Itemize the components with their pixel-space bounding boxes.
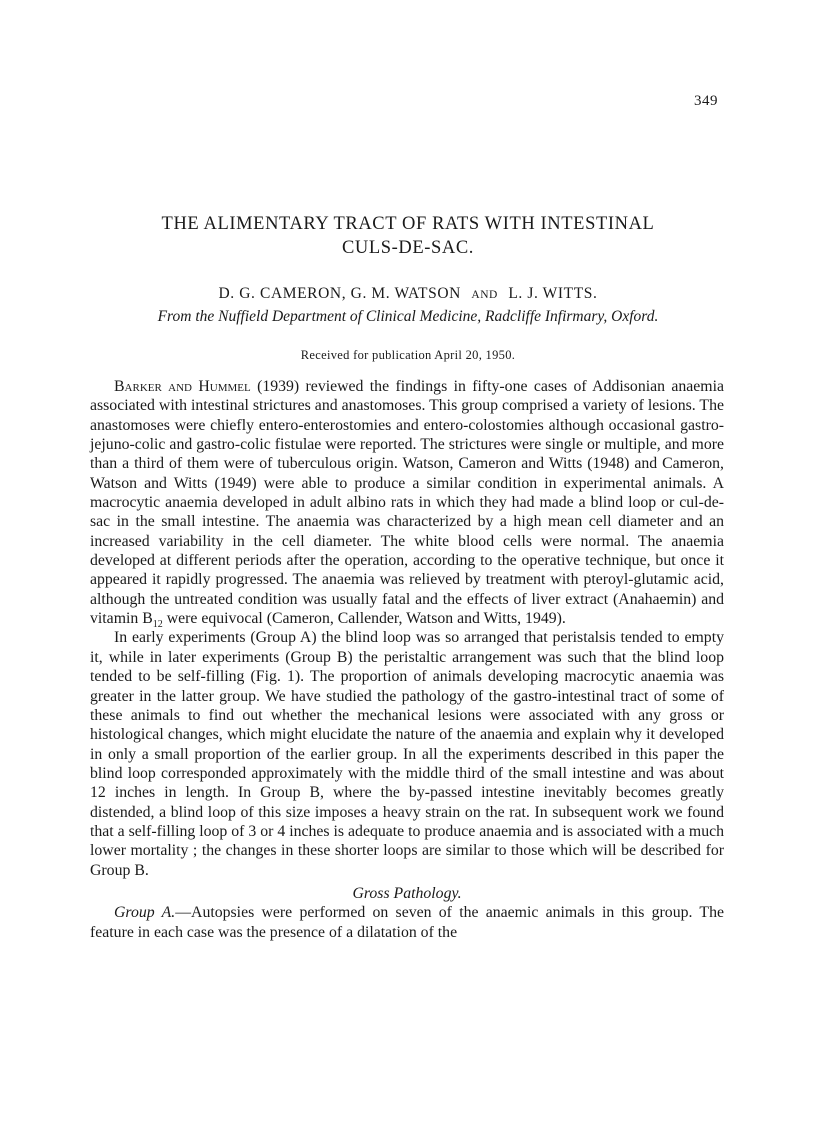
paragraph-intro-text: (1939) reviewed the findings in fifty-one cases of Addisonian anaemia associated with intestinal strictures and anastomoses. This group comprised a variety of lesions. The anastomoses were chiefly entero-enterostomies and entero-colostomies although occasional gastro-jejuno-colic and gastro-colic fistulae were reported. The strictures were single or multiple, and more than a third of them were of tuberculous origin. Watson, Cameron and Witts (1948) and Cameron, Watson and Witts (1949) were able to produce a similar condition in experimental animals. A macrocytic anaemia developed in adult albino rats in which they had made a blind loop or cul-de-sac in the small intestine. The anaemia was characterized by a high mean cell diameter and an increased variability in the cell diameter. The white blood cells were normal. The anaemia developed at different periods after the operation, according to the operative technique, but once it appeared it rapidly progressed. The anaemia was relieved by treatment with pteroyl-glutamic acid, although the untreated condition was usually fatal and the effects of liver extract (Anahaemin) and vitamin B [90, 378, 724, 628]
paragraph-intro [90, 377, 724, 631]
group-a-label: Group A. [114, 904, 176, 922]
title-line-1: THE ALIMENTARY TRACT OF RATS WITH INTESTINAL [161, 214, 655, 234]
title-line-2: CULS-DE-SAC. [341, 238, 475, 258]
cited-authors-lead: Barker and Hummel [114, 378, 251, 395]
article-title [90, 212, 726, 260]
vitamin-subscript: 12 [152, 619, 163, 631]
paragraph-group-a-text: —Autopsies were performed on seven of the anaemic animals in this group. The feature in each case was the presence of a dilatation of the [90, 904, 724, 941]
section-heading: Gross Pathology. [352, 884, 462, 902]
page-number: 349 [694, 93, 718, 109]
paragraph-intro-tail: were equivocal (Cameron, Callender, Watson and Witts, 1949). [162, 610, 566, 628]
article-body [90, 377, 724, 942]
affiliation: From the Nuffield Department of Clinical Medicine, Radcliffe Infirmary, Oxford. [157, 308, 659, 325]
received-date: Received for publication April 20, 1950. [300, 348, 516, 362]
authors-conjunction: AND [471, 289, 498, 301]
paragraph-group-a [90, 903, 724, 942]
authors-part-1: D. G. CAMERON, G. M. WATSON [218, 285, 461, 302]
paragraph-experiments: In early experiments (Group A) the blind loop was so arranged that peristalsis tended to empty it, while in later experiments (Group B) the peristaltic arrangement was such that the blind loop tended to be self-filling (Fig. 1). The proportion of animals developing macrocytic anaemia was greater in the latter group. We have studied the pathology of the gastro-intestinal tract of some of these animals to find out whether the mechanical lesions were associated with any gross or histological changes, which might elucidate the nature of the anaemia and explain why it developed in only a small proportion of the earlier group. In all the experiments described in this paper the blind loop corresponded approximately with the middle third of the small intestine and was about 12 inches in length. In Group B, where the by-passed intestine inevitably becomes greatly distended, a blind loop of this size imposes a heavy strain on the rat. In subsequent work we found that a self-filling loop of 3 or 4 inches is adequate to produce anaemia and is associated with a much lower mortality ; the changes in these shorter loops are similar to those which will be described for Group B. [90, 629, 724, 879]
author-list [90, 285, 726, 303]
authors-part-2: L. J. WITTS. [508, 285, 598, 302]
